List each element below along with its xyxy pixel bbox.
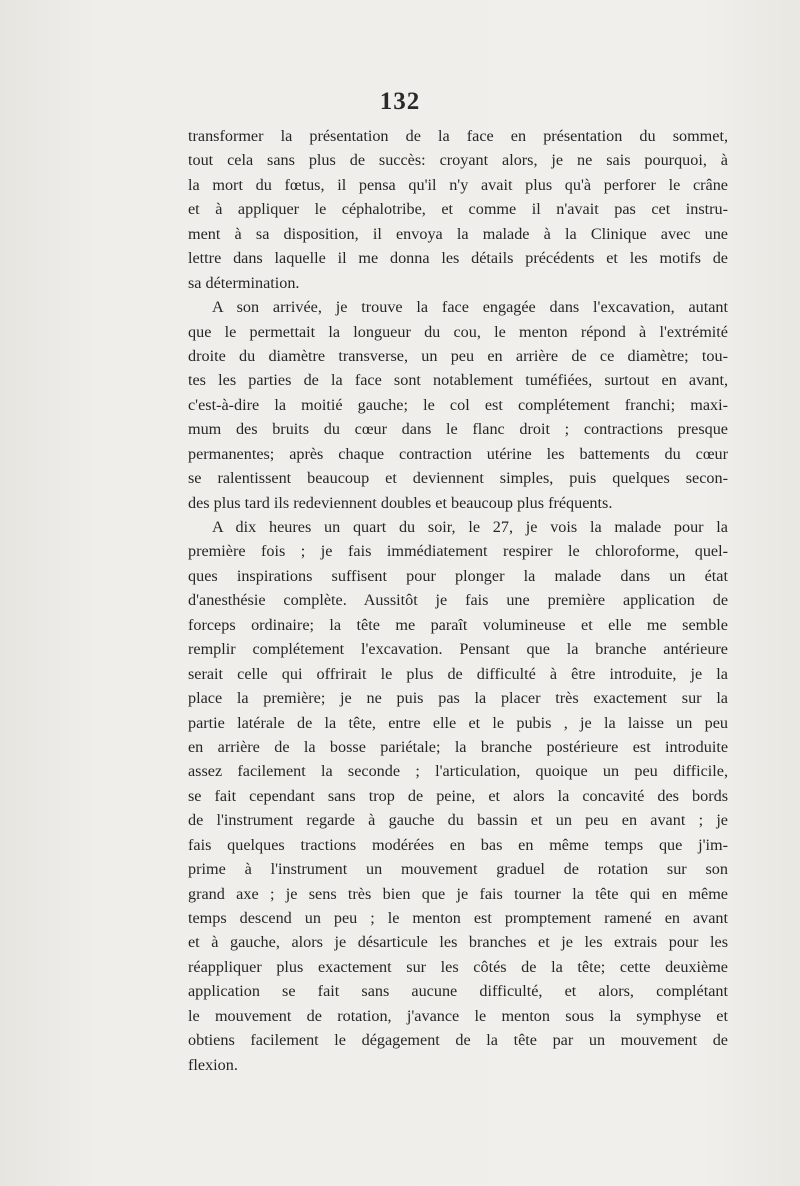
text-line: et à gauche, alors je désarticule les branches et je les extrais pour les xyxy=(188,933,728,952)
text-line: temps descend un peu ; le menton est promptement ramené en avant xyxy=(188,909,728,927)
text-line: forceps ordinaire; la tête me paraît volumineuse et elle me semble xyxy=(188,615,728,634)
text-line: assez facilement la seconde ; l'articulation, quoique un peu difficile, xyxy=(188,762,728,781)
text-line: A son arrivée, je trouve la face engagée dans l'excavation, autant xyxy=(212,298,728,317)
text-line: se fait cependant sans trop de peine, et alors la concavité des bords xyxy=(188,786,728,805)
text-line: obtiens facilement le dégagement de la tête par un mouvement de xyxy=(188,1031,728,1050)
text-line: A dix heures un quart du soir, le 27, je vois la malade pour la xyxy=(212,518,728,536)
page-number: 132 xyxy=(379,88,421,115)
text-line: la mort du fœtus, il pensa qu'il n'y avait plus qu'à perforer le crâne xyxy=(188,175,728,194)
text-line: fais quelques tractions modérées en bas en même temps que j'im- xyxy=(188,835,728,854)
text-line: d'anesthésie complète. Aussitôt je fais une première application de xyxy=(188,591,728,610)
text-line: transformer la présentation de la face en présentation du sommet, xyxy=(188,127,728,145)
text-line: lettre dans laquelle il me donna les détails précédents et les motifs de xyxy=(188,249,728,268)
text-line: partie latérale de la tête, entre elle et le pubis , je la laisse un peu xyxy=(188,713,728,732)
text-line: de l'instrument regarde à gauche du bassin et un peu en avant ; je xyxy=(188,811,728,830)
text-line: place la première; je ne puis pas la placer très exactement sur la xyxy=(188,689,728,708)
text-line: réappliquer plus exactement sur les côtés de la tête; cette deuxième xyxy=(188,957,728,976)
text-line: grand axe ; je sens très bien que je fais tourner la tête qui en même xyxy=(188,884,728,903)
text-line: et à appliquer le céphalotribe, et comme il n'avait pas cet instru- xyxy=(188,200,728,219)
text-line: sa détermination. xyxy=(188,273,300,292)
text-line: première fois ; je fais immédiatement respirer le chloroforme, quel- xyxy=(188,542,728,561)
text-line: flexion. xyxy=(188,1055,238,1074)
text-line: tout cela sans plus de succès: croyant alors, je ne sais pourquoi, à xyxy=(188,151,728,170)
text-line: remplir complétement l'excavation. Pensant que la branche antérieure xyxy=(188,640,728,659)
text-line: mum des bruits du cœur dans le flanc droit ; contractions presque xyxy=(188,420,728,439)
text-line: se ralentissent beaucoup et deviennent simples, puis quelques secon- xyxy=(188,469,728,488)
text-line: que le permettait la longueur du cou, le menton répond à l'extrémité xyxy=(188,322,728,341)
text-line: ques inspirations suffisent pour plonger la malade dans un état xyxy=(188,566,728,585)
text-line: serait celle qui offrirait le plus de difficulté à être introduite, je la xyxy=(188,664,728,683)
text-line: en arrière de la bosse pariétale; la branche postérieure est introduite xyxy=(188,737,728,756)
body-text xyxy=(188,124,728,1077)
text-line: le mouvement de rotation, j'avance le menton sous la symphyse et xyxy=(188,1006,728,1025)
text-line: prime à l'instrument un mouvement graduel de rotation sur son xyxy=(188,860,728,879)
text-line: droite du diamètre transverse, un peu en arrière de ce diamètre; tou- xyxy=(188,346,728,365)
text-line: application se fait sans aucune difficulté, et alors, complétant xyxy=(188,982,728,1001)
text-line: des plus tard ils redeviennent doubles et beaucoup plus fréquents. xyxy=(188,493,613,512)
text-line: ment à sa disposition, il envoya la malade à la Clinique avec une xyxy=(188,224,728,243)
text-line: tes les parties de la face sont notablement tuméfiées, surtout en avant, xyxy=(188,371,728,390)
text-line: c'est-à-dire la moitié gauche; le col est complétement franchi; maxi- xyxy=(188,395,728,414)
text-line: permanentes; après chaque contraction utérine les battements du cœur xyxy=(188,444,728,463)
